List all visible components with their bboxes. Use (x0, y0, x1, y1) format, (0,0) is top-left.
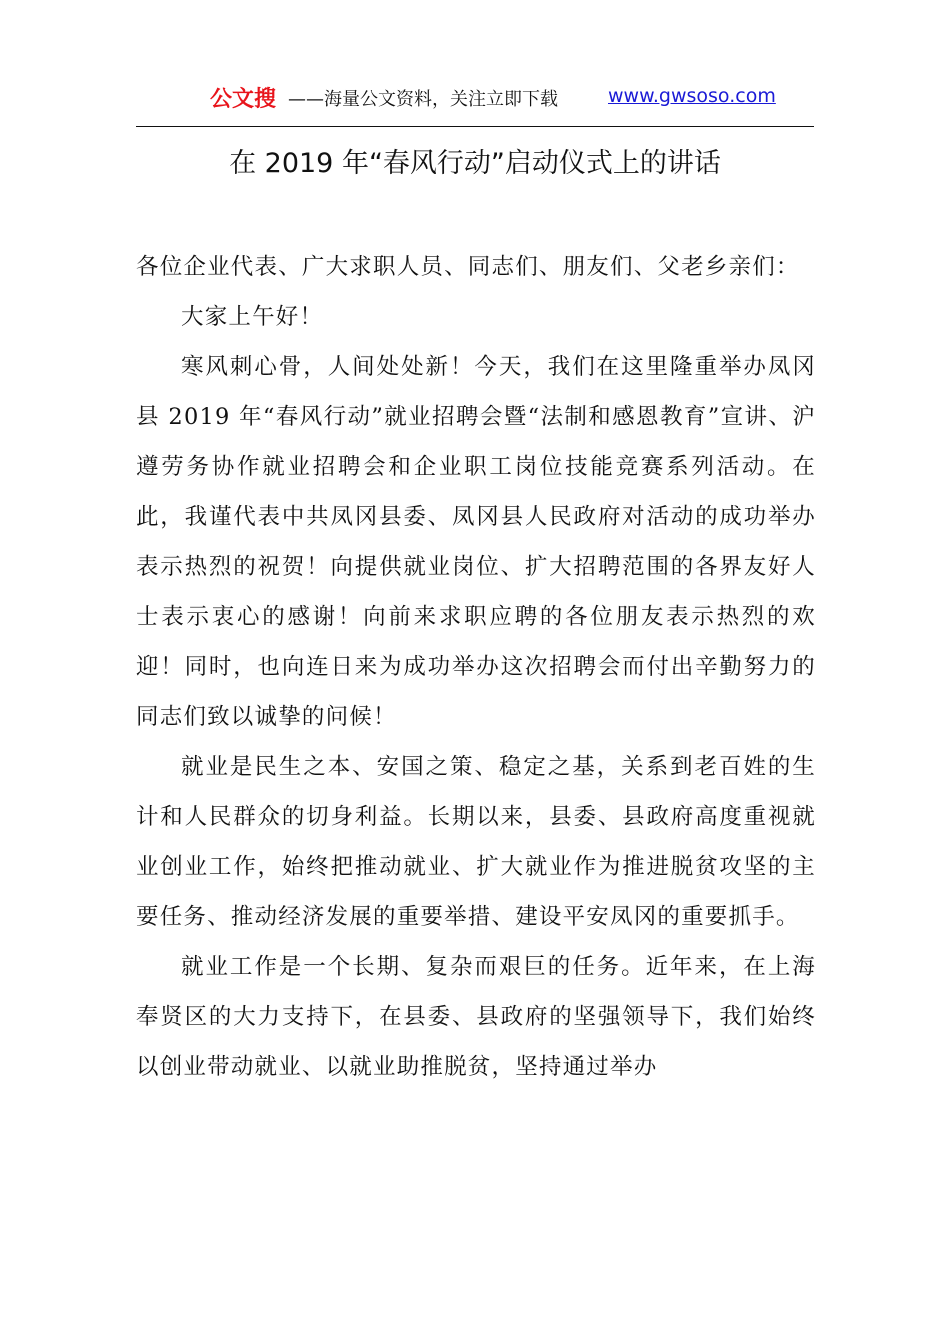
brand-logo-text: 公文搜 (210, 87, 277, 112)
page-header (136, 80, 814, 114)
salutation: 各位企业代表、广大求职人员、同志们、朋友们、父老乡亲们： (136, 254, 800, 280)
paragraph-employment-importance: 就业是民生之本、安国之策、稳定之基，关系到老百姓的生计和人民群众的切身利益。长期以来，县委、县政府高度重视就业创业工作，始终把推动就业、扩大就业作为推进脱贫攻坚的主要任务、推动经济发展的重要举措、建设平安凤冈的重要抓手。 (136, 754, 816, 930)
header-divider (136, 126, 814, 127)
paragraph-opening: 寒风刺心骨，人间处处新！今天，我们在这里隆重举办凤冈县 2019 年“春风行动”就业招聘会暨“法制和感恩教育”宣讲、沪遵劳务协作就业招聘会和企业职工岗位技能竞赛系列活动。在此，我谨代表中共凤冈县委、凤冈县人民政府对活动的成功举办表示热烈的祝贺！向提供就业岗位、扩大招聘范围的各界友好人士表示衷心的感谢！向前来求职应聘的各位朋友表示热烈的欢迎！同时，也向连日来为成功举办这次招聘会而付出辛勤努力的同志们致以诚挚的问候！ (136, 354, 816, 730)
website-link[interactable]: www.gwsoso.com (608, 85, 776, 107)
paragraph-greeting: 大家上午好！ (181, 304, 324, 330)
header-slogan: ——海量公文资料，关注立即下载 (288, 89, 558, 110)
document-title: 在 2019 年“春风行动”启动仪式上的讲话 (229, 148, 721, 179)
paragraph-employment-work: 就业工作是一个长期、复杂而艰巨的任务。近年来，在上海奉贤区的大力支持下，在县委、县政府的坚强领导下，我们始终以创业带动就业、以就业助推脱贫，坚持通过举办 (136, 954, 816, 1080)
document-body (136, 242, 816, 1092)
